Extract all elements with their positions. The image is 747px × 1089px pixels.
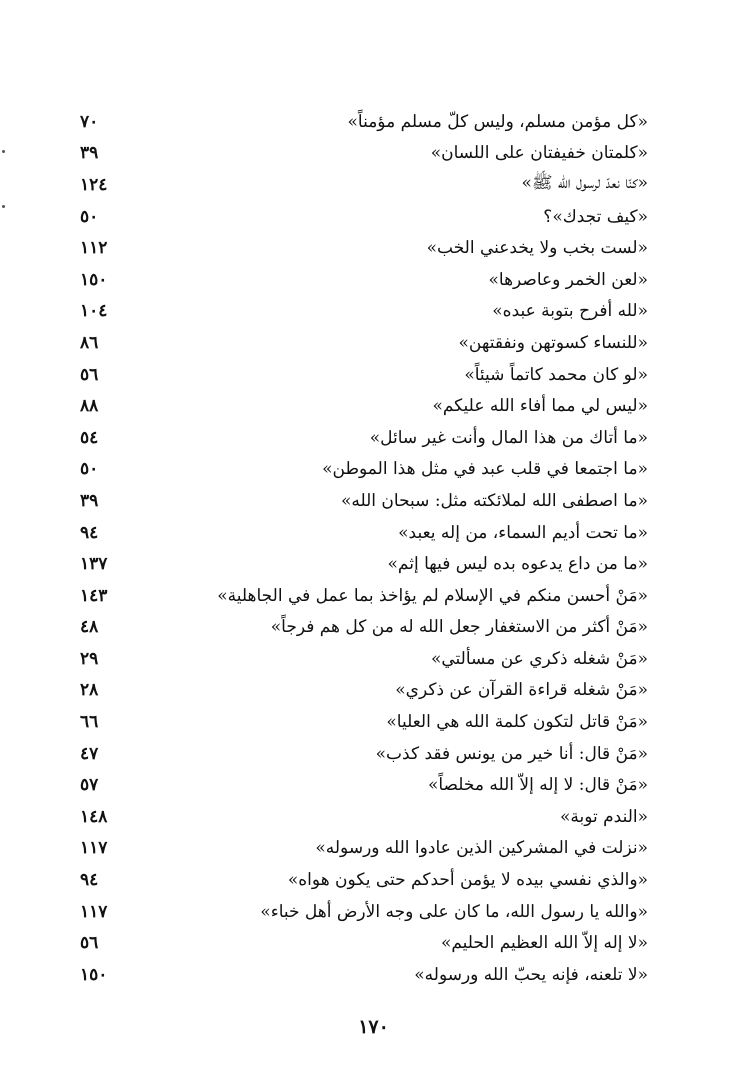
index-entry bbox=[80, 422, 648, 454]
entry-hadith-text: «مَنْ قال: لا إله إلاّ الله مخلصاً» bbox=[427, 775, 648, 796]
entry-hadith-text: «لو كان محمد كاتماً شيئاً» bbox=[464, 364, 648, 385]
entry-page-number: ٢٨ bbox=[80, 680, 99, 701]
entry-page-number: ٨٨ bbox=[80, 396, 99, 417]
entry-hadith-text: «كل مؤمن مسلم، وليس كلّ مسلم مؤمناً» bbox=[347, 111, 648, 132]
entry-page-number: ١٤٨ bbox=[80, 806, 108, 827]
entry-hadith-text: «الندم توبة» bbox=[559, 806, 648, 827]
entry-page-number: ٤٧ bbox=[80, 743, 99, 764]
entry-page-number: ٥٧ bbox=[80, 775, 99, 796]
entry-page-number: ١١٢ bbox=[80, 238, 108, 259]
entry-page-number: ٤٨ bbox=[80, 617, 99, 638]
index-entry bbox=[80, 517, 648, 549]
index-entry bbox=[80, 201, 648, 233]
entry-hadith-text: «كيف تجدك»؟ bbox=[543, 206, 648, 227]
index-entry bbox=[80, 327, 648, 359]
entry-hadith-text: «ما اجتمعا في قلب عبد في مثل هذا الموطن» bbox=[322, 459, 648, 480]
index-entry bbox=[80, 296, 648, 328]
entry-page-number: ١١٧ bbox=[80, 901, 108, 922]
entry-hadith-text: «لعن الخمر وعاصرها» bbox=[488, 269, 648, 290]
index-entry bbox=[80, 169, 648, 201]
entry-page-number: ٣٩ bbox=[80, 143, 99, 164]
entry-page-number: ٥٠ bbox=[80, 459, 99, 480]
index-entry bbox=[80, 927, 648, 959]
index-entry bbox=[80, 864, 648, 896]
index-entry bbox=[80, 580, 648, 612]
entry-page-number: ١٥٠ bbox=[80, 269, 108, 290]
entry-page-number: ١٤٣ bbox=[80, 585, 108, 606]
entry-hadith-text: «مَنْ شغله قراءة القرآن عن ذكري» bbox=[395, 680, 648, 701]
scan-edge-mark bbox=[2, 150, 5, 153]
entry-hadith-text: «كنّا نعدّ لرسول الله ﷺ» bbox=[521, 173, 648, 194]
index-entry bbox=[80, 706, 648, 738]
entry-hadith-text: «ما اصطفى الله لملائكته مثل: سبحان الله» bbox=[340, 490, 648, 511]
entry-page-number: ٣٩ bbox=[80, 490, 99, 511]
index-entry bbox=[80, 801, 648, 833]
entry-hadith-text: «ما تحت أديم السماء، من إله يعبد» bbox=[398, 522, 648, 543]
entry-page-number: ٦٦ bbox=[80, 712, 99, 733]
page-number-footer: ١٧٠ bbox=[358, 1016, 389, 1038]
index-entry bbox=[80, 896, 648, 928]
index-entry bbox=[80, 390, 648, 422]
entry-hadith-text: «كلمتان خفيفتان على اللسان» bbox=[430, 143, 648, 164]
entry-hadith-text: «مَنْ قاتل لتكون كلمة الله هي العليا» bbox=[386, 712, 648, 733]
entry-page-number: ٩٤ bbox=[80, 870, 99, 891]
index-entry bbox=[80, 548, 648, 580]
index-entry bbox=[80, 612, 648, 644]
entry-hadith-text: «ما أتاك من هذا المال وأنت غير سائل» bbox=[369, 427, 648, 448]
entry-hadith-text: «مَنْ أكثر من الاستغفار جعل الله له من كل هم فرجاً» bbox=[270, 617, 648, 638]
index-entry bbox=[80, 138, 648, 170]
entry-hadith-text: «مَنْ أحسن منكم في الإسلام لم يؤاخذ بما عمل في الجاهلية» bbox=[217, 585, 648, 606]
entry-page-number: ٥٦ bbox=[80, 933, 99, 954]
index-entry bbox=[80, 485, 648, 517]
entry-page-number: ١٠٤ bbox=[80, 301, 108, 322]
entry-hadith-text: «لست بخب ولا يخدعني الخب» bbox=[426, 238, 648, 259]
entry-page-number: ٥٤ bbox=[80, 427, 99, 448]
entry-hadith-text: «لا تلعنه، فإنه يحبّ الله ورسوله» bbox=[414, 964, 648, 985]
index-entry bbox=[80, 959, 648, 991]
index-entry bbox=[80, 675, 648, 707]
entry-hadith-text: «ليس لي مما أفاء الله عليكم» bbox=[432, 396, 648, 417]
entry-page-number: ٥٦ bbox=[80, 364, 99, 385]
entry-page-number: ٢٩ bbox=[80, 648, 99, 669]
entry-page-number: ١٥٠ bbox=[80, 964, 108, 985]
scan-edge-mark bbox=[2, 205, 5, 208]
entry-hadith-text: «والذي نفسي بيده لا يؤمن أحدكم حتى يكون هواه» bbox=[287, 870, 648, 891]
entry-hadith-text: «لله أفرح بتوبة عبده» bbox=[492, 301, 648, 322]
entry-page-number: ١٣٧ bbox=[80, 554, 108, 575]
entry-page-number: ١٢٤ bbox=[80, 174, 108, 195]
entry-hadith-text: «نزلت في المشركين الذين عادوا الله ورسوله» bbox=[315, 838, 648, 859]
entry-hadith-text: «والله يا رسول الله، ما كان على وجه الأرض أهل خباء» bbox=[260, 901, 648, 922]
entry-hadith-text: «للنساء كسوتهن ونفقتهن» bbox=[458, 332, 648, 353]
entry-page-number: ٩٤ bbox=[80, 522, 99, 543]
index-entry bbox=[80, 738, 648, 770]
index-entry bbox=[80, 106, 648, 138]
index-entry bbox=[80, 769, 648, 801]
entry-page-number: ٥٠ bbox=[80, 206, 99, 227]
index-entry bbox=[80, 454, 648, 486]
entry-hadith-text: «لا إله إلاّ الله العظيم الحليم» bbox=[440, 933, 648, 954]
hadith-index-list bbox=[80, 106, 648, 991]
entry-hadith-text: «مَنْ قال: أنا خير من يونس فقد كذب» bbox=[375, 743, 648, 764]
entry-page-number: ٧٠ bbox=[80, 111, 99, 132]
index-entry bbox=[80, 232, 648, 264]
entry-page-number: ٨٦ bbox=[80, 332, 99, 353]
index-entry bbox=[80, 359, 648, 391]
entry-hadith-text: «مَنْ شغله ذكري عن مسألتي» bbox=[430, 648, 648, 669]
index-entry bbox=[80, 643, 648, 675]
entry-hadith-text: «ما من داع يدعوه بده ليس فيها إثم» bbox=[387, 554, 648, 575]
index-entry bbox=[80, 833, 648, 865]
entry-page-number: ١١٧ bbox=[80, 838, 108, 859]
index-entry bbox=[80, 264, 648, 296]
